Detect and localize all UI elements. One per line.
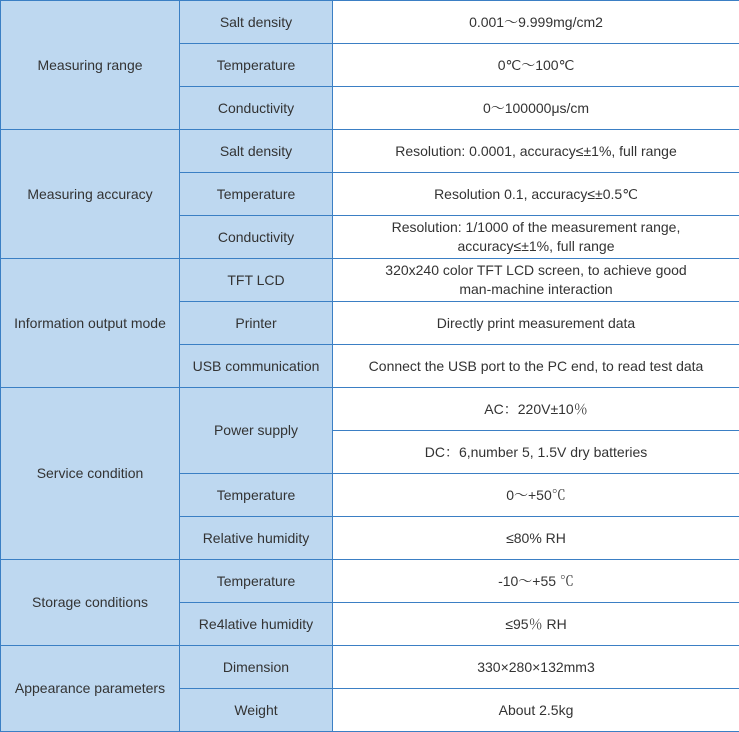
table-row (1, 259, 739, 302)
param-dimension: Dimension (180, 646, 333, 689)
value-conductivity-accuracy (333, 216, 739, 259)
param-relative-humidity: Relative humidity (180, 517, 333, 560)
param-weight: Weight (180, 689, 333, 732)
value-service-humidity: ≤80% RH (333, 517, 739, 560)
param-tft-lcd: TFT LCD (180, 259, 333, 302)
param-power-supply: Power supply (180, 388, 333, 474)
param-temperature: Temperature (180, 474, 333, 517)
category-measuring-accuracy: Measuring accuracy (1, 130, 180, 259)
value-conductivity-range: 0～100000μs/cm (333, 87, 739, 130)
value-line: man-machine interaction (459, 281, 613, 297)
table-row (1, 646, 739, 689)
category-measuring-range: Measuring range (1, 1, 180, 130)
value-salt-density-range: 0.001～9.999mg/cm2 (333, 1, 739, 44)
table-row (1, 388, 739, 431)
table-row (1, 1, 739, 44)
param-temperature: Temperature (180, 560, 333, 603)
param-temperature: Temperature (180, 44, 333, 87)
value-printer: Directly print measurement data (333, 302, 739, 345)
param-temperature: Temperature (180, 173, 333, 216)
value-dimension: 330×280×132mm3 (333, 646, 739, 689)
param-salt-density: Salt density (180, 130, 333, 173)
value-weight: About 2.5kg (333, 689, 739, 732)
value-power-ac: AC：220V±10％ (333, 388, 739, 431)
param-printer: Printer (180, 302, 333, 345)
param-conductivity: Conductivity (180, 87, 333, 130)
category-storage-conditions: Storage conditions (1, 560, 180, 646)
table-row (1, 560, 739, 603)
table-row (1, 130, 739, 173)
value-tft-lcd (333, 259, 739, 302)
value-power-dc: DC：6,number 5, 1.5V dry batteries (333, 431, 739, 474)
param-conductivity: Conductivity (180, 216, 333, 259)
value-temperature-accuracy: Resolution 0.1, accuracy≤±0.5℃ (333, 173, 739, 216)
value-line: Resolution: 1/1000 of the measurement range, (391, 219, 681, 235)
value-usb-communication: Connect the USB port to the PC end, to read test data (333, 345, 739, 388)
category-appearance-parameters: Appearance parameters (1, 646, 180, 732)
value-temperature-range: 0℃～100℃ (333, 44, 739, 87)
value-storage-temperature: -10～+55 ℃ (333, 560, 739, 603)
value-salt-density-accuracy: Resolution: 0.0001, accuracy≤±1%, full range (333, 130, 739, 173)
value-line: accuracy≤±1%, full range (457, 238, 615, 254)
value-line: 320x240 color TFT LCD screen, to achieve good (385, 262, 687, 278)
param-salt-density: Salt density (180, 1, 333, 44)
value-storage-humidity: ≤95％ RH (333, 603, 739, 646)
category-service-condition: Service condition (1, 388, 180, 560)
param-usb-communication: USB communication (180, 345, 333, 388)
param-relative-humidity: Re4lative humidity (180, 603, 333, 646)
value-service-temperature: 0～+50℃ (333, 474, 739, 517)
category-information-output-mode: Information output mode (1, 259, 180, 388)
